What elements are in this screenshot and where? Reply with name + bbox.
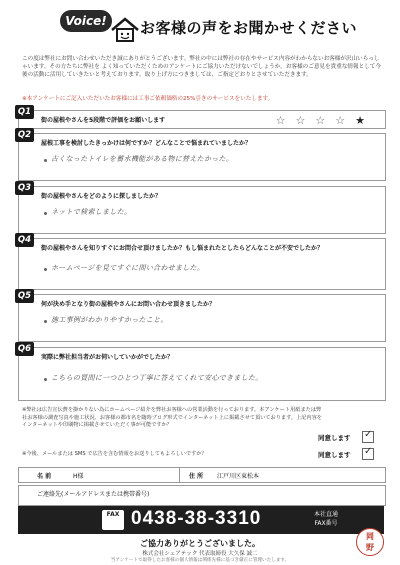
question-2-block — [17, 130, 386, 181]
star-filled-icon[interactable]: ★ — [355, 114, 375, 127]
question-5-block — [17, 291, 386, 342]
publication-disclaimer: ※弊社は広告宣伝費を掛かりない為にホームページ紹介を弊社お客様への営業活動を行っております。本アンケート用紙または弊社お客様の調査写真や施工状況、お客様の都市名を随時ブログ形式でインターネット上に掲載させて頂いております。上記内容をインターネットや印刷物に掲載させていただく事が可能ですか？ — [22, 407, 322, 429]
bullet-dot — [44, 320, 47, 323]
answer-text: 施工事例がわかりやすかったこと。 — [51, 316, 168, 324]
question-text: 街の屋根やさんを知りすぐにお問合せ頂けましたか？もし悩まれたとしたらどんなことが不安でしたか？ — [41, 245, 324, 252]
answer-text: ネットで検索しました。 — [51, 208, 132, 216]
star-icon[interactable]: ☆ — [315, 114, 336, 127]
question-text: 実際に弊社担当者がお伺いしていかがでしたか？ — [41, 354, 174, 361]
agree-label: 同意します — [318, 434, 351, 442]
question-number: Q5 — [15, 289, 34, 303]
bullet-dot — [44, 212, 47, 215]
question-number: Q1 — [15, 105, 34, 119]
rating-stars — [276, 114, 375, 127]
star-icon[interactable]: ☆ — [275, 114, 296, 127]
question-text: 街の屋根やさんをどのように探しましたか？ — [41, 193, 162, 200]
answer-text: こちらの質問に一つひとつ丁寧に答えてくれて安心できました。 — [51, 374, 263, 382]
voice-badge: Voice! — [60, 10, 112, 32]
seal-stamp: 岡 野 — [356, 528, 384, 556]
bullet-dot — [44, 268, 47, 271]
discount-note: ※本アンケートにご記入いただいたお客様には工事ご依頼価格の25%引きのサービスをいたします。 — [22, 96, 274, 102]
fax-number: 0438-38-3310 — [131, 508, 262, 529]
bullet-dot — [44, 378, 47, 381]
thanks-message: ご協力ありがとうございました。 — [140, 539, 260, 548]
agree-label: 同意します — [318, 451, 351, 459]
fax-machine-icon: FAX — [102, 510, 124, 530]
question-4-block — [17, 235, 386, 290]
star-icon[interactable]: ☆ — [295, 114, 316, 127]
marketing-disclaimer: ※今後、メールまたは SMS で広告を含む情報をお送りしてもよろしいですか？ — [22, 451, 207, 457]
name-label: 名 前 — [37, 473, 52, 480]
question-text: 街の屋根やさんを5段階で評価をお願いします — [41, 117, 166, 124]
name-address-row — [18, 467, 386, 483]
agree-checkbox-marketing[interactable] — [362, 448, 374, 460]
star-icon[interactable]: ☆ — [335, 114, 356, 127]
agree-checkbox-publication[interactable] — [362, 431, 374, 443]
question-3-block — [17, 183, 386, 234]
privacy-note: 当アンケートで取得したお客様の個人情報は関係先様に基づき厳正に管理いたします。 — [110, 558, 290, 563]
question-number: Q2 — [15, 128, 34, 142]
question-number: Q3 — [15, 181, 34, 195]
answer-text: 古くなったトイレを蓄水機能がある物に替えたかった。 — [51, 155, 234, 163]
bullet-dot — [44, 159, 47, 162]
name-value[interactable]: H様 — [73, 473, 84, 480]
question-1-block — [17, 107, 386, 129]
contact-row[interactable] — [18, 485, 386, 506]
question-6-block — [17, 344, 386, 401]
page-title: お客様の声をお聞かせください — [140, 19, 358, 37]
address-label: 住 所 — [189, 473, 204, 480]
question-text: 屋根工事を検討したきっかけは何ですか？どんなことで悩まれていましたか？ — [41, 140, 252, 147]
question-number: Q6 — [15, 342, 34, 356]
company-info: 株式会社シェアテック 代表取締役 大久保 誠二 — [142, 551, 258, 557]
divider — [179, 468, 180, 482]
house-icon — [110, 16, 140, 44]
address-value[interactable]: 江戸川区東松本 — [217, 473, 260, 480]
fax-bar — [18, 506, 384, 534]
contact-label: ご連絡先(メールアドレスまたは携帯番号) — [37, 491, 150, 498]
intro-text: この度は弊社にお問い合わせいただき誠にありがとうございます。弊社の中には弊社の存在やサービス内容がわからないお客様が沢山いらっしゃいます。その方たちに弊社を よく知っていただくためのアンケートにご協力いただけないでしょうか。お客様のご意見を貴重な情報として今後の活動に活用していきたいと考えております。取り上げ方につきましては、ご指定どおりとさせていただきます。 — [22, 56, 381, 78]
question-number: Q4 — [15, 233, 34, 247]
answer-text: ホームページを見てすぐに問い合わせました。 — [51, 264, 205, 272]
question-text: 何が決め手となり街の屋根やさんにお問い合わせ頂きましたか？ — [41, 301, 216, 308]
fax-sub-label: 本社直通 FAX番号 — [314, 511, 339, 527]
